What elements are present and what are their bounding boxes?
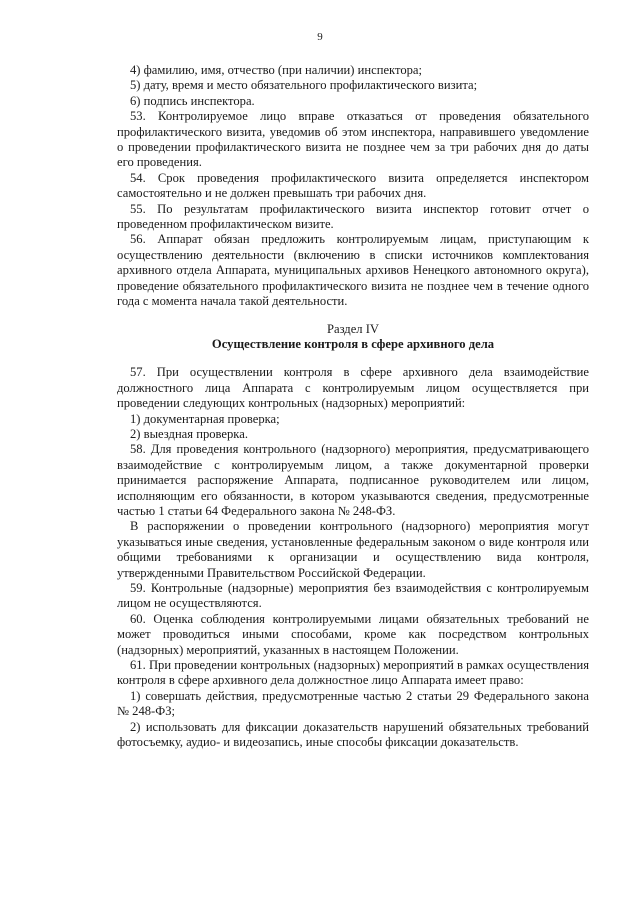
paragraph-53: 53. Контролируемое лицо вправе отказаться от проведения обязательного профилактического визита, уведомив об этом инспектора, направившего уведомление о проведении профилактического визита не позднее чем за три рабочих дня до даты его проведения.	[117, 109, 589, 170]
list-item-documentary-check: 1) документарная проверка;	[130, 411, 280, 426]
paragraph-57: 57. При осуществлении контроля в сфере архивного дела взаимодействие должностного лица Аппарата с контролируемым лицом осуществляется при проведении следующих контрольных (надзорных) мероприятий:	[117, 365, 589, 411]
paragraph-58-continued: В распоряжении о проведении контрольного (надзорного) мероприятия могут указываться иные сведения, установленные федеральным законом о виде контроля или общими требованиями к организации и осуществлению вида контроля, утвержденными Правительством Российской Федерации.	[117, 519, 589, 580]
section-number: Раздел IV	[326, 321, 380, 336]
list-item-5: 5) дату, время и место обязательного профилактического визита;	[130, 78, 478, 93]
list-item-61-1: 1) совершать действия, предусмотренные частью 2 статьи 29 Федерального закона № 248-ФЗ;	[117, 688, 589, 719]
paragraph-54: 54. Срок проведения профилактического визита определяется инспектором самостоятельно и не должен превышать три рабочих дня.	[117, 170, 589, 201]
page-number: 9	[317, 31, 323, 43]
document-body	[117, 63, 589, 750]
paragraph-55: 55. По результатам профилактического визита инспектор готовит отчет о проведенном профилактическом визите.	[117, 201, 589, 232]
paragraph-56: 56. Аппарат обязан предложить контролируемым лицам, приступающим к осуществлению деятельности (включению в списки источников комплектования архивного отдела Аппарата, муниципальных архивов Ненецкого автономного округа), проведение обязательного профилактического визита не позднее чем в течение одного года с момента начала такой деятельности.	[117, 232, 589, 309]
paragraph-59: 59. Контрольные (надзорные) мероприятия без взаимодействия с контролируемым лицом не осуществляются.	[117, 581, 589, 611]
paragraph-61: 61. При проведении контрольных (надзорных) мероприятий в рамках осуществления контроля в сфере архивного дела должностное лицо Аппарата имеет право:	[117, 658, 589, 688]
paragraph-60: 60. Оценка соблюдения контролируемыми лицами обязательных требований не может проводиться иными способами, кроме как посредством контрольных (надзорных) мероприятий, указанных в настоящем Положении.	[117, 611, 589, 657]
spacer	[117, 352, 589, 365]
spacer	[117, 310, 589, 322]
list-item-4: 4) фамилию, имя, отчество (при наличии) инспектора;	[130, 63, 423, 77]
paragraph-58: 58. Для проведения контрольного (надзорного) мероприятия, предусматривающего взаимодействие с контролируемым лицом, а также документарной проверки принимается распоряжение Аппарата, подписанное руководителем или лицом, исполняющим его обязанности, в котором указываются сведения, предусмотренные частью 1 статьи 64 Федерального закона № 248-ФЗ.	[117, 442, 589, 518]
list-item-6: 6) подпись инспектора.	[130, 93, 255, 108]
section-heading: Осуществление контроля в сфере архивного дела	[211, 336, 495, 351]
list-item-onsite-check: 2) выездная проверка.	[130, 426, 248, 441]
list-item-61-2: 2) использовать для фиксации доказательств нарушений обязательных требований фотосъемку, аудио- и видеозапись, иные способы фиксации доказательств.	[117, 719, 589, 750]
